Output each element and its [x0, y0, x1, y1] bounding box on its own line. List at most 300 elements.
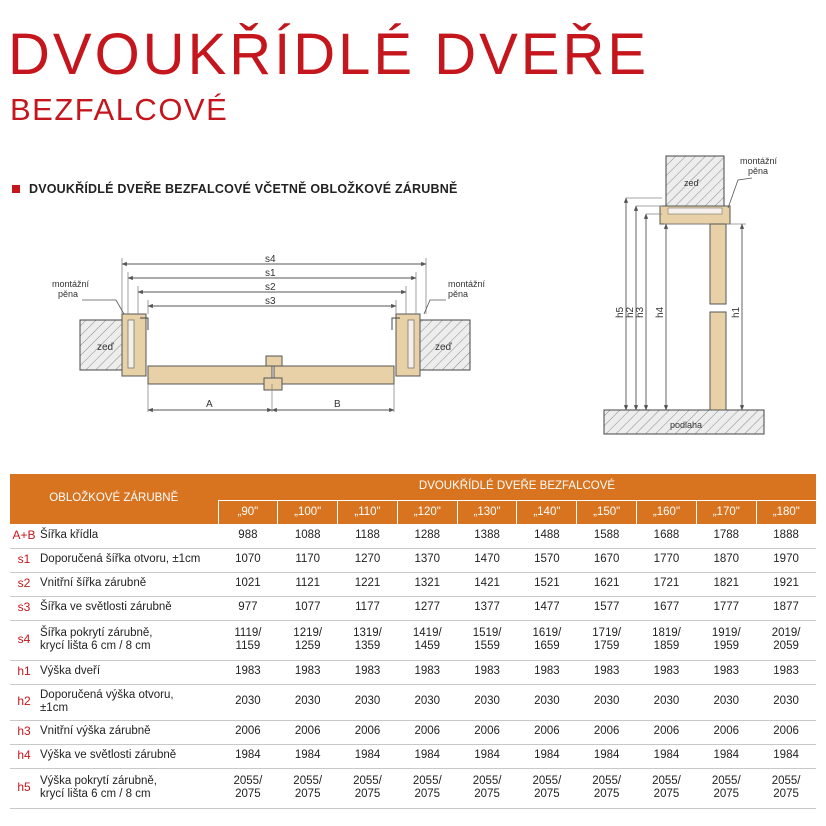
row-code: h1	[10, 660, 38, 684]
row-code: s2	[10, 572, 38, 596]
table-cell	[278, 660, 338, 684]
cell-line: 1983	[414, 665, 441, 678]
table-cell	[397, 524, 457, 548]
cell-line: 1677	[653, 601, 680, 614]
table-row	[10, 572, 816, 596]
cell-line: 1984	[534, 749, 560, 762]
cell-line: 1921	[773, 577, 799, 590]
dim-h5: h5	[615, 306, 626, 318]
table-cell	[278, 572, 338, 596]
cell-line: 2075	[294, 788, 321, 800]
leaf-b	[274, 366, 394, 384]
cell-line: 1070	[235, 553, 261, 566]
cell-line: 1619/	[532, 626, 562, 639]
table-cell	[637, 684, 697, 720]
size-header: „90"	[218, 500, 278, 524]
cell-line: 2055/	[472, 774, 502, 787]
table-cell	[397, 720, 457, 744]
row-code: h5	[10, 768, 38, 808]
table-cell	[696, 548, 756, 572]
cell-line: 1984	[294, 749, 321, 762]
leaf-a-label: A	[206, 399, 213, 410]
cell-line: 2055/	[771, 774, 801, 787]
size-header: „170"	[696, 500, 756, 524]
cell-line: 1088	[294, 529, 321, 542]
cell-line: 1659	[534, 640, 560, 652]
cell-line: 2019/	[771, 626, 801, 639]
cell-line: 2006	[474, 725, 500, 738]
table-cell	[457, 524, 517, 548]
table-cell	[517, 524, 577, 548]
floor-label: podlaha	[670, 420, 703, 430]
cell-line: 1488	[534, 529, 560, 542]
table-cell	[696, 572, 756, 596]
foam-right-label-2: pěna	[448, 289, 469, 299]
cell-line: 2055/	[412, 774, 442, 787]
cell-line: 2006	[294, 725, 321, 738]
dim-s1: s1	[265, 268, 276, 279]
cell-line: 2055/	[711, 774, 741, 787]
cell-line: 1983	[593, 665, 620, 678]
cell-line: 2075	[713, 788, 740, 800]
table-cell	[756, 720, 816, 744]
table-cell	[457, 720, 517, 744]
table-cell	[338, 660, 398, 684]
foam-left-label-1: montážní	[52, 279, 90, 289]
wall-right-label: zeď	[435, 342, 452, 353]
cell-line: 1877	[773, 601, 799, 614]
table-row	[10, 548, 816, 572]
row-label-line: Šířka křídla	[40, 529, 99, 542]
cell-line: 2055/	[592, 774, 622, 787]
row-code: h3	[10, 720, 38, 744]
cell-line: 1359	[354, 640, 381, 652]
size-header: „110"	[338, 500, 398, 524]
row-code: A+B	[10, 524, 38, 548]
cell-line: 1870	[713, 553, 740, 566]
table-row	[10, 620, 816, 660]
table-cell	[338, 620, 398, 660]
dim-s2: s2	[265, 282, 276, 293]
table-cell	[278, 684, 338, 720]
row-label	[38, 768, 218, 808]
table-cell	[218, 572, 278, 596]
table-cell	[637, 744, 697, 768]
cell-line: 2075	[593, 788, 620, 800]
cell-line: 1984	[593, 749, 620, 762]
cell-line: 2030	[534, 695, 560, 708]
cell-line: 1919/	[711, 626, 741, 639]
handle-top	[266, 356, 282, 366]
table-cell	[278, 596, 338, 620]
foam-right-label-1: montážní	[448, 279, 486, 289]
table-cell	[218, 744, 278, 768]
table-group-header: DVOUKŘÍDLÉ DVEŘE BEZFALCOVÉ	[218, 474, 816, 500]
table-cell	[338, 684, 398, 720]
table-cell	[637, 548, 697, 572]
table-cell	[577, 572, 637, 596]
table-row	[10, 744, 816, 768]
cell-line: 2075	[534, 788, 560, 800]
table-cell	[696, 744, 756, 768]
size-header: „150"	[577, 500, 637, 524]
table-cell	[696, 720, 756, 744]
cell-line: 1983	[235, 665, 261, 678]
cell-line: 1259	[294, 640, 321, 652]
row-label	[38, 744, 218, 768]
dim-h3: h3	[635, 306, 646, 318]
cell-line: 1984	[474, 749, 500, 762]
table-left-header: OBLOŽKOVÉ ZÁRUBNĚ	[10, 474, 218, 524]
table-cell	[457, 596, 517, 620]
cell-line: 1588	[593, 529, 620, 542]
cell-line: 1170	[295, 553, 321, 566]
dim-h4: h4	[655, 306, 666, 318]
table-cell	[278, 524, 338, 548]
cell-line: 1570	[534, 553, 560, 566]
table-header-row	[10, 474, 816, 500]
cell-line: 2075	[414, 788, 441, 800]
table-cell	[517, 744, 577, 768]
table-cell	[696, 684, 756, 720]
row-label	[38, 572, 218, 596]
table-cell	[696, 768, 756, 808]
cell-line: 2006	[235, 725, 261, 738]
table-cell	[517, 596, 577, 620]
table-cell	[397, 660, 457, 684]
cell-line: 1983	[354, 665, 381, 678]
cell-line: 1077	[294, 601, 321, 614]
table-cell	[696, 524, 756, 548]
row-code: h4	[10, 744, 38, 768]
cell-line: 1984	[235, 749, 261, 762]
row-label-line: Výška pokrytí zárubně,	[40, 774, 157, 787]
wall-left-label: zeď	[97, 342, 114, 353]
table-cell	[338, 720, 398, 744]
table-cell	[577, 684, 637, 720]
table-cell	[218, 720, 278, 744]
table-cell	[397, 620, 457, 660]
foam-left-label-2: pěna	[58, 289, 79, 299]
table-cell	[397, 572, 457, 596]
cell-line: 2006	[414, 725, 441, 738]
cell-line: 1688	[653, 529, 680, 542]
size-header: „160"	[637, 500, 697, 524]
dim-s4: s4	[265, 254, 276, 265]
cell-line: 2075	[474, 788, 500, 800]
cell-line: 1983	[713, 665, 740, 678]
cell-line: 1888	[773, 529, 799, 542]
table-row	[10, 768, 816, 808]
table-cell	[218, 548, 278, 572]
cell-line: 2006	[653, 725, 680, 738]
table-cell	[637, 596, 697, 620]
table-cell	[696, 660, 756, 684]
cell-line: 1219/	[293, 626, 323, 639]
table-cell	[696, 596, 756, 620]
cell-line: 1959	[713, 640, 740, 652]
table-cell	[457, 744, 517, 768]
dim-h1: h1	[731, 306, 742, 318]
table-cell	[278, 768, 338, 808]
cell-line: 1319/	[353, 626, 382, 639]
table-cell	[397, 768, 457, 808]
table-cell	[278, 620, 338, 660]
cell-line: 1621	[593, 577, 620, 590]
row-label-line: krycí lišta 6 cm / 8 cm	[40, 640, 151, 652]
cell-line: 1577	[593, 601, 620, 614]
cell-line: 1321	[414, 577, 441, 590]
table-cell	[577, 596, 637, 620]
row-label-line: ±1cm	[40, 702, 69, 714]
size-header: „100"	[278, 500, 338, 524]
cell-line: 2030	[354, 695, 381, 708]
row-label-line: krycí lišta 6 cm / 8 cm	[40, 788, 151, 800]
cell-line: 2075	[653, 788, 680, 800]
cell-line: 2075	[235, 788, 261, 800]
table-cell	[756, 524, 816, 548]
cell-line: 1984	[414, 749, 441, 762]
cell-line: 1521	[534, 577, 560, 590]
row-label-line: Doporučená výška otvoru,	[40, 688, 174, 701]
table-row	[10, 596, 816, 620]
foam-top-label-2: pěna	[748, 166, 769, 176]
cell-line: 1759	[593, 640, 620, 652]
cell-line: 2030	[414, 695, 441, 708]
table-cell	[637, 768, 697, 808]
table-cell	[338, 524, 398, 548]
row-label-line: Šířka pokrytí zárubně,	[40, 626, 153, 639]
table-row	[10, 660, 816, 684]
table-cell	[338, 768, 398, 808]
table-cell	[637, 620, 697, 660]
table-cell	[278, 548, 338, 572]
cell-line: 1983	[653, 665, 680, 678]
leaf-upper	[710, 224, 726, 304]
row-label	[38, 684, 218, 720]
cell-line: 1421	[474, 577, 500, 590]
table-cell	[218, 684, 278, 720]
cell-line: 1983	[773, 665, 799, 678]
cell-line: 1388	[474, 529, 500, 542]
table-row	[10, 524, 816, 548]
table-cell	[756, 684, 816, 720]
row-label	[38, 620, 218, 660]
table-cell	[218, 660, 278, 684]
cell-line: 1119/	[234, 626, 262, 639]
table-cell	[457, 768, 517, 808]
spec-table	[10, 474, 816, 809]
table-cell	[637, 660, 697, 684]
table-cell	[218, 524, 278, 548]
cell-line: 1983	[534, 665, 560, 678]
table-cell	[577, 720, 637, 744]
row-code: s4	[10, 620, 38, 660]
cell-line: 1983	[294, 665, 321, 678]
table-cell	[278, 744, 338, 768]
table-cell	[517, 548, 577, 572]
size-header: „120"	[397, 500, 457, 524]
cell-line: 977	[238, 601, 258, 614]
table-cell	[577, 548, 637, 572]
table-cell	[756, 548, 816, 572]
cell-line: 1288	[414, 529, 441, 542]
cell-line: 1984	[713, 749, 740, 762]
row-label	[38, 548, 218, 572]
cell-line: 2055/	[233, 774, 263, 787]
row-label	[38, 720, 218, 744]
cell-line: 2030	[713, 695, 740, 708]
row-code: s3	[10, 596, 38, 620]
cell-line: 1477	[534, 601, 560, 614]
foam-top-label-1: montážní	[740, 156, 778, 166]
cell-line: 2006	[534, 725, 560, 738]
table-cell	[756, 768, 816, 808]
table-cell	[517, 620, 577, 660]
table-cell	[577, 768, 637, 808]
cell-line: 2030	[773, 695, 799, 708]
cell-line: 1277	[414, 601, 441, 614]
door-plan-view	[52, 254, 486, 412]
cell-line: 1721	[653, 577, 680, 590]
cell-line: 2075	[773, 788, 799, 800]
table-cell	[338, 548, 398, 572]
door-section-view	[604, 156, 778, 434]
table-cell	[218, 596, 278, 620]
row-label-line: Výška ve světlosti zárubně	[40, 749, 177, 762]
cell-line: 1984	[354, 749, 381, 762]
leaf-b-label: B	[334, 399, 341, 410]
cell-line: 1459	[414, 640, 441, 652]
cell-line: 1370	[414, 553, 441, 566]
cell-line: 1719/	[592, 626, 622, 639]
cell-line: 1021	[235, 577, 261, 590]
table-cell	[218, 768, 278, 808]
cell-line: 2030	[294, 695, 321, 708]
table-cell	[278, 720, 338, 744]
cell-line: 1859	[653, 640, 680, 652]
dim-s3: s3	[265, 296, 276, 307]
cell-line: 1519/	[472, 626, 502, 639]
row-code: s1	[10, 548, 38, 572]
table-cell	[397, 548, 457, 572]
table-cell	[457, 572, 517, 596]
cell-line: 2030	[235, 695, 261, 708]
table-cell	[457, 620, 517, 660]
table-cell	[637, 524, 697, 548]
cell-line: 2006	[713, 725, 740, 738]
row-label-line: Výška dveří	[40, 665, 101, 678]
size-header: „140"	[517, 500, 577, 524]
leaf-lower	[710, 312, 726, 410]
row-label-line: Vnitřní šířka zárubně	[40, 577, 147, 590]
table-cell	[637, 720, 697, 744]
row-label	[38, 596, 218, 620]
table-row	[10, 684, 816, 720]
cell-line: 2030	[593, 695, 620, 708]
table-cell	[756, 572, 816, 596]
table-cell	[218, 620, 278, 660]
size-header: „180"	[756, 500, 816, 524]
row-label-line: Doporučená šířka otvoru, ±1cm	[40, 553, 201, 566]
row-label	[38, 660, 218, 684]
table-cell	[577, 660, 637, 684]
cell-line: 1821	[713, 577, 740, 590]
table-row	[10, 720, 816, 744]
cell-line: 1470	[474, 553, 500, 566]
cell-line: 1984	[773, 749, 799, 762]
table-cell	[756, 620, 816, 660]
cell-line: 1121	[295, 577, 321, 590]
table-cell	[637, 572, 697, 596]
table-cell	[457, 684, 517, 720]
table-cell	[457, 660, 517, 684]
table-cell	[517, 720, 577, 744]
cell-line: 988	[238, 529, 258, 542]
cell-line: 2075	[354, 788, 381, 800]
cell-line: 2006	[354, 725, 381, 738]
cell-line: 1777	[713, 601, 740, 614]
dim-h2: h2	[625, 306, 636, 318]
section-title: DVOUKŘÍDLÉ DVEŘE BEZFALCOVÉ VČETNĚ OBLOŽKOVÉ ZÁRUBNĚ	[29, 182, 458, 196]
row-label-line: Šířka ve světlosti zárubně	[40, 601, 172, 614]
table-cell	[397, 596, 457, 620]
cell-line: 1221	[354, 577, 381, 590]
table-cell	[696, 620, 756, 660]
table-cell	[397, 684, 457, 720]
cell-line: 1177	[355, 601, 380, 614]
cell-line: 2059	[773, 640, 799, 652]
row-label	[38, 524, 218, 548]
cell-line: 1984	[653, 749, 680, 762]
table-cell	[756, 744, 816, 768]
cell-line: 1770	[653, 553, 680, 566]
cell-line: 1559	[474, 640, 500, 652]
table-cell	[577, 620, 637, 660]
table-cell	[577, 744, 637, 768]
cell-line: 2030	[474, 695, 500, 708]
cell-line: 1983	[474, 665, 500, 678]
cell-line: 1419/	[412, 626, 442, 639]
cell-line: 1788	[713, 529, 740, 542]
cell-line: 2006	[593, 725, 620, 738]
table-cell	[756, 596, 816, 620]
cell-line: 1670	[593, 553, 620, 566]
table-cell	[756, 660, 816, 684]
table-cell	[517, 768, 577, 808]
table-cell	[517, 572, 577, 596]
table-cell	[517, 660, 577, 684]
wall-top-label: zeď	[684, 178, 700, 188]
cell-line: 2055/	[652, 774, 681, 787]
cell-line: 1159	[235, 640, 261, 652]
cell-line: 2030	[653, 695, 680, 708]
page-title: DVOUKŘÍDLÉ DVEŘE	[8, 22, 650, 87]
cell-line: 1970	[773, 553, 799, 566]
cell-line: 1377	[474, 601, 500, 614]
cell-line: 1819/	[652, 626, 681, 639]
cell-line: 2055/	[293, 774, 323, 787]
cell-line: 1270	[354, 553, 381, 566]
row-label-line: Vnitřní výška zárubně	[40, 725, 151, 738]
row-code: h2	[10, 684, 38, 720]
table-cell	[457, 548, 517, 572]
cell-line: 2006	[773, 725, 799, 738]
table-cell	[338, 596, 398, 620]
cell-line: 2055/	[353, 774, 382, 787]
page-subtitle: BEZFALCOVÉ	[10, 92, 229, 127]
size-header: „130"	[457, 500, 517, 524]
